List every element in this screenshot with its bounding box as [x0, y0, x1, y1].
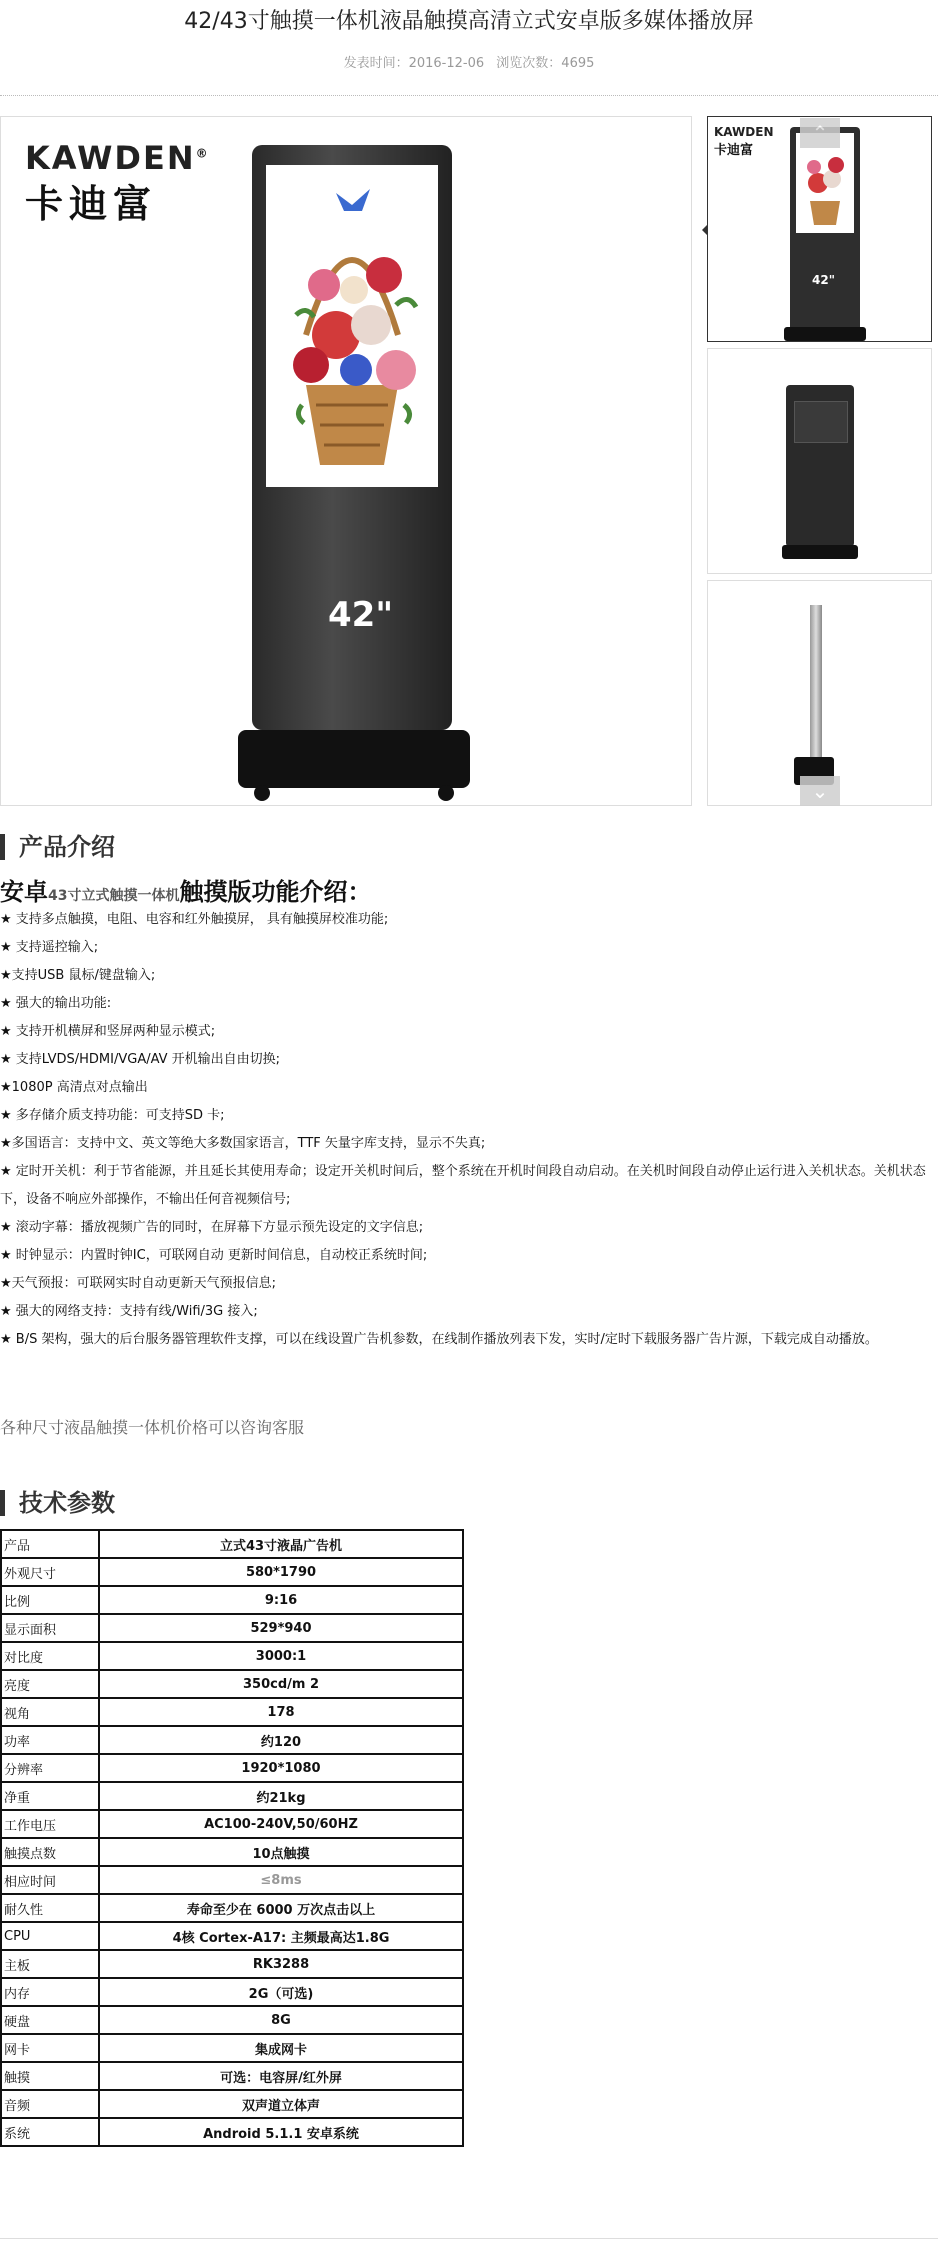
spec-key: 比例	[1, 1586, 99, 1614]
intro-title-b: 触摸版功能介绍：	[179, 878, 372, 906]
thumbnail-back[interactable]	[707, 348, 932, 574]
spec-key: 工作电压	[1, 1810, 99, 1838]
thumb-brand-cn: 卡迪富	[714, 143, 754, 158]
spec-key: 触摸	[1, 2062, 99, 2090]
section-heading-spec: 技术参数	[0, 1490, 115, 1516]
kiosk-base	[238, 730, 470, 788]
spec-value: 4核 Cortex-A17: 主频最高达1.8G	[99, 1922, 463, 1950]
feature-item: ★支持USB 鼠标/键盘输入;	[0, 968, 156, 983]
table-row	[1, 1726, 463, 1754]
table-row	[1, 2062, 463, 2090]
spec-value: 1920*1080	[99, 1754, 463, 1782]
table-row	[1, 1922, 463, 1950]
kiosk-illustration	[238, 145, 468, 806]
thumb-kiosk-base	[784, 327, 866, 341]
table-row	[1, 1838, 463, 1866]
article-meta	[0, 52, 938, 71]
spec-key: 产品	[1, 1530, 99, 1558]
feature-item: ★ 强大的网络支持：支持有线/Wifi/3G 接入;	[0, 1304, 258, 1319]
spec-value: 寿命至少在 6000 万次点击以上	[99, 1894, 463, 1922]
spec-key: 硬盘	[1, 2006, 99, 2034]
brand-name-en: KAWDEN	[25, 139, 196, 177]
feature-item: ★ B/S 架构，强大的后台服务器管理软件支撑，可以在线设置广告机参数，在线制作播放列表下发，实时/定时下载服务器广告片源，下载完成自动播放。	[0, 1332, 878, 1347]
thumb-side-body	[810, 605, 822, 771]
feature-item: ★ 多存储介质支持功能：可支持SD 卡;	[0, 1108, 225, 1123]
kiosk-screen	[266, 165, 438, 487]
chevron-up-icon: ⌃	[811, 121, 829, 145]
spec-key: 功率	[1, 1726, 99, 1754]
table-row	[1, 1754, 463, 1782]
brand-logo	[25, 139, 210, 228]
feature-item: ★ 时钟显示：内置时钟IC，可联网自动 更新时间信息，自动校正系统时间;	[0, 1248, 428, 1263]
table-row	[1, 2090, 463, 2118]
spec-value: 529*940	[99, 1614, 463, 1642]
spec-value: 2G（可选)	[99, 1978, 463, 2006]
table-row	[1, 1614, 463, 1642]
thumbnail-side[interactable]	[707, 580, 932, 806]
feature-item: ★ 支持开机横屏和竖屏两种显示模式;	[0, 1024, 216, 1039]
spec-table	[0, 1529, 464, 2147]
spec-value: ≤8ms	[99, 1866, 463, 1894]
feature-item: ★ 支持多点触摸，电阻、电容和红外触摸屏， 具有触摸屏校准功能;	[0, 912, 389, 927]
thumbnail-scroll-down-button[interactable]	[800, 776, 840, 806]
spec-key: 亮度	[1, 1670, 99, 1698]
kiosk-wheel-right	[438, 785, 454, 801]
page-title: 42/43寸触摸一体机液晶触摸高清立式安卓版多媒体播放屏	[184, 9, 754, 34]
kiosk-wheel-left	[254, 785, 270, 801]
spec-key: CPU	[1, 1922, 99, 1950]
intro-title-small: 43寸立式触摸一体机	[48, 888, 180, 904]
thumb-back-panel	[794, 401, 848, 443]
spec-value: 集成网卡	[99, 2034, 463, 2062]
section-heading-intro: 产品介绍	[0, 834, 115, 860]
thumbnail-scroll-up-button[interactable]	[800, 118, 840, 148]
spec-key: 净重	[1, 1782, 99, 1810]
thumb-back-base	[782, 545, 858, 559]
intro-title-a: 安卓	[0, 878, 48, 906]
spec-key: 外观尺寸	[1, 1558, 99, 1586]
registered-mark: ®	[195, 146, 210, 161]
feature-item: ★ 强大的输出功能:	[0, 996, 112, 1011]
feature-item: ★ 支持LVDS/HDMI/VGA/AV 开机输出自由切换;	[0, 1052, 281, 1067]
feature-item: ★1080P 高清点对点输出	[0, 1080, 148, 1095]
table-row	[1, 1558, 463, 1586]
table-row	[1, 2006, 463, 2034]
spec-value: 3000:1	[99, 1642, 463, 1670]
feature-item: ★ 定时开关机：利于节省能源，并且延长其使用寿命；设定开关机时间后，整个系统在开机时间段自动启动。在关机时间段自动停止运行进入关机状态。关机状态下，设备不响应外部操作，不输出任何音视频信号;	[0, 1164, 926, 1207]
spec-key: 网卡	[1, 2034, 99, 2062]
spec-value: 10点触摸	[99, 1838, 463, 1866]
thumb-size-label: 42"	[812, 273, 835, 287]
spec-value: 8G	[99, 2006, 463, 2034]
view-count: 浏览次数：4695	[496, 56, 595, 71]
thumb-brand-en: KAWDEN	[714, 125, 774, 139]
spec-value: 9:16	[99, 1586, 463, 1614]
table-row	[1, 1950, 463, 1978]
table-row	[1, 1642, 463, 1670]
spec-key: 相应时间	[1, 1866, 99, 1894]
thumb-flower-image	[796, 133, 854, 233]
spec-value: 约120	[99, 1726, 463, 1754]
feature-item: ★ 滚动字幕：播放视频广告的同时，在屏幕下方显示预先设定的文字信息;	[0, 1220, 424, 1235]
spec-key: 内存	[1, 1978, 99, 2006]
chevron-down-icon: ⌄	[811, 779, 829, 803]
spec-key: 对比度	[1, 1642, 99, 1670]
spec-value: 双声道立体声	[99, 2090, 463, 2118]
feature-item: ★多国语言：支持中文、英文等绝大多数国家语言，TTF 矢量字库支持，显示不失真;	[0, 1136, 486, 1151]
spec-value: 约21kg	[99, 1782, 463, 1810]
thumbnail-front[interactable]	[707, 116, 932, 342]
screen-size-label: 42"	[328, 595, 394, 635]
table-row	[1, 1810, 463, 1838]
table-row	[1, 1586, 463, 1614]
spec-value: 立式43寸液晶广告机	[99, 1530, 463, 1558]
spec-key: 系统	[1, 2118, 99, 2146]
feature-item: ★ 支持遥控输入;	[0, 940, 99, 955]
table-row	[1, 1894, 463, 1922]
table-row	[1, 1670, 463, 1698]
feature-item: ★天气预报：可联网实时自动更新天气预报信息;	[0, 1276, 277, 1291]
main-product-image[interactable]	[0, 116, 692, 806]
table-row	[1, 1530, 463, 1558]
intro-title	[0, 872, 371, 907]
table-row	[1, 2118, 463, 2146]
footer-divider	[0, 2238, 938, 2239]
spec-value: 580*1790	[99, 1558, 463, 1586]
table-row	[1, 2034, 463, 2062]
spec-key: 显示面积	[1, 1614, 99, 1642]
table-row	[1, 1782, 463, 1810]
consult-note: 各种尺寸液晶触摸一体机价格可以咨询客服	[0, 1418, 305, 1437]
header-divider	[0, 95, 938, 96]
brand-name-cn: 卡迪富	[25, 182, 158, 226]
thumb-kiosk-screen	[796, 133, 854, 233]
spec-value: 可选：电容屏/红外屏	[99, 2062, 463, 2090]
table-row	[1, 1978, 463, 2006]
spec-value: AC100-240V,50/60HZ	[99, 1810, 463, 1838]
spec-key: 主板	[1, 1950, 99, 1978]
flower-basket-image	[266, 165, 438, 487]
spec-value: 350cd/m 2	[99, 1670, 463, 1698]
publish-date: 发表时间：2016-12-06	[343, 56, 485, 71]
spec-key: 视角	[1, 1698, 99, 1726]
table-row	[1, 1698, 463, 1726]
table-row	[1, 1866, 463, 1894]
spec-value: RK3288	[99, 1950, 463, 1978]
spec-key: 耐久性	[1, 1894, 99, 1922]
spec-key: 分辨率	[1, 1754, 99, 1782]
spec-key: 触摸点数	[1, 1838, 99, 1866]
spec-key: 音频	[1, 2090, 99, 2118]
spec-value: 178	[99, 1698, 463, 1726]
feature-list	[0, 906, 930, 1354]
spec-value: Android 5.1.1 安卓系统	[99, 2118, 463, 2146]
